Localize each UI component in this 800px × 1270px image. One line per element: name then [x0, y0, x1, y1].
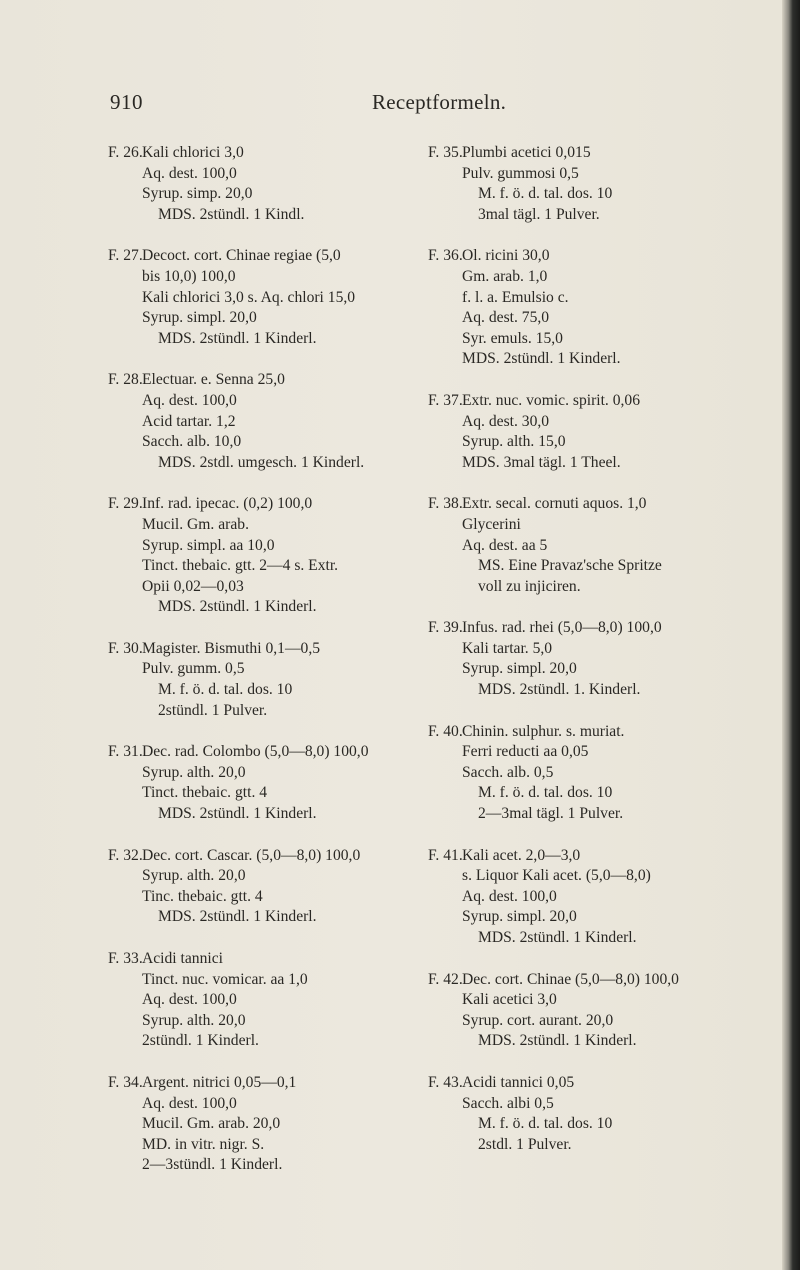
recipe-block [428, 618, 748, 700]
recipe-line: M. f. ö. d. tal. dos. 10 [478, 1115, 613, 1133]
recipe-line: Acid tartar. 1,2 [142, 412, 236, 430]
recipe-line: 3mal tägl. 1 Pulver. [478, 205, 600, 223]
recipe-line: MDS. 2stündl. 1 Kindl. [158, 205, 305, 223]
recipe-line: 2—3mal tägl. 1 Pulver. [478, 805, 624, 823]
recipe-line: Acidi tannici 0,05 [462, 1073, 575, 1091]
recipe-line: f. l. a. Emulsio c. [462, 288, 569, 306]
recipe-line: MDS. 2stündl. 1 Kinderl. [462, 350, 621, 368]
recipe-block [108, 246, 408, 349]
recipe-line: Chinin. sulphur. s. muriat. [462, 722, 625, 740]
recipe-line: Infus. rad. rhei (5,0—8,0) 100,0 [462, 619, 662, 637]
recipe-line: Ol. ricini 30,0 [462, 247, 550, 265]
recipe-line: Inf. rad. ipecac. (0,2) 100,0 [142, 495, 313, 513]
recipe-line: M. f. ö. d. tal. dos. 10 [478, 185, 613, 203]
recipe-line: Kali acetici 3,0 [462, 991, 557, 1009]
recipe-line: Decoct. cort. Chinae regiae (5,0 [142, 247, 341, 265]
recipe-lines [462, 970, 748, 1052]
recipe-block [428, 846, 748, 949]
recipe-block [108, 1073, 408, 1176]
recipe-lines [462, 722, 748, 825]
left-column [108, 143, 408, 1197]
recipe-number: F. 39. [428, 619, 463, 637]
recipe-line: Gm. arab. 1,0 [462, 267, 548, 285]
recipe-line: Kali chlorici 3,0 s. Aq. chlori 15,0 [142, 288, 356, 306]
right-column [428, 143, 748, 1176]
recipe-line: Pulv. gumm. 0,5 [142, 660, 245, 678]
recipe-line: M. f. ö. d. tal. dos. 10 [478, 784, 613, 802]
recipe-line: MDS. 2stündl. 1. Kinderl. [478, 681, 641, 699]
recipe-line: Syrup. alth. 15,0 [462, 433, 566, 451]
recipe-line: Tinct. thebaic. gtt. 2—4 s. Extr. [142, 557, 339, 575]
recipe-block [428, 1073, 748, 1155]
recipe-line: MS. Eine Pravaz'sche Spritze [478, 557, 662, 575]
running-title: Receptformeln. [372, 90, 507, 114]
recipe-line: Kali chlorici 3,0 [142, 144, 244, 161]
recipe-line: Syrup. alth. 20,0 [142, 1011, 246, 1029]
recipe-lines [142, 742, 408, 824]
recipe-block [108, 494, 408, 618]
recipe-line: Tinct. thebaic. gtt. 4 [142, 784, 268, 802]
recipe-line: Aq. dest. 30,0 [462, 412, 550, 430]
recipe-line: Aq. dest. 100,0 [142, 991, 237, 1009]
page-header [0, 90, 782, 120]
recipe-line: Plumbi acetici 0,015 [462, 144, 591, 161]
recipe-number: F. 29. [108, 495, 143, 513]
recipe-lines [142, 949, 408, 1052]
recipe-line: 2stündl. 1 Kinderl. [142, 1032, 259, 1050]
recipe-line: Dec. cort. Cascar. (5,0—8,0) 100,0 [142, 846, 361, 864]
recipe-lines [142, 246, 408, 349]
recipe-line: Aq. dest. 100,0 [462, 887, 557, 905]
recipe-line: 2stdl. 1 Pulver. [478, 1135, 572, 1153]
recipe-line: Extr. nuc. vomic. spirit. 0,06 [462, 391, 641, 409]
recipe-line: Syrup. simpl. 20,0 [462, 908, 577, 926]
recipe-line: Argent. nitrici 0,05—0,1 [142, 1073, 297, 1091]
recipe-line: Sacch. alb. 10,0 [142, 433, 242, 451]
recipe-line: MDS. 2stündl. 1 Kinderl. [158, 329, 317, 347]
recipe-block [428, 970, 748, 1052]
recipe-line: Syrup. simp. 20,0 [142, 185, 253, 203]
recipe-block [428, 391, 748, 473]
recipe-line: Opii 0,02—0,03 [142, 577, 244, 595]
recipe-lines [142, 1073, 408, 1176]
recipe-line: Aq. dest. 100,0 [142, 164, 237, 182]
recipe-block [428, 246, 748, 370]
recipe-line: 2stündl. 1 Pulver. [158, 701, 268, 719]
recipe-number: F. 35. [428, 144, 463, 161]
recipe-number: F. 31. [108, 743, 143, 761]
recipe-block [108, 370, 408, 473]
recipe-line: Aq. dest. 100,0 [142, 1094, 237, 1112]
recipe-line: Extr. secal. cornuti aquos. 1,0 [462, 495, 647, 513]
recipe-line: Dec. cort. Chinae (5,0—8,0) 100,0 [462, 970, 679, 988]
recipe-lines [462, 494, 748, 597]
recipe-lines [142, 143, 408, 225]
recipe-line: MDS. 2stündl. 1 Kinderl. [478, 1032, 637, 1050]
recipe-lines [462, 391, 748, 473]
recipe-line: Mucil. Gm. arab. 20,0 [142, 1115, 281, 1133]
recipe-line: Acidi tannici [142, 950, 223, 967]
recipe-line: M. f. ö. d. tal. dos. 10 [158, 681, 293, 699]
recipe-lines [142, 494, 408, 618]
recipe-line: Ferri reducti aa 0,05 [462, 743, 589, 761]
recipe-number: F. 42. [428, 970, 463, 988]
recipe-line: Magister. Bismuthi 0,1—0,5 [142, 639, 321, 657]
recipe-line: MDS. 2stündl. 1 Kinderl. [158, 598, 317, 616]
recipe-line: MDS. 2stündl. 1 Kinderl. [158, 805, 317, 823]
recipe-lines [462, 1073, 748, 1155]
page-number: 910 [110, 90, 143, 114]
recipe-line: Syrup. alth. 20,0 [142, 763, 246, 781]
recipe-number: F. 26. [108, 144, 143, 161]
recipe-block [108, 949, 408, 1052]
recipe-line: Aq. dest. 75,0 [462, 309, 550, 327]
recipe-line: MDS. 2stdl. umgesch. 1 Kinderl. [158, 453, 365, 471]
recipe-line: Kali acet. 2,0—3,0 [462, 846, 581, 864]
recipe-line: Glycerini [462, 515, 521, 533]
recipe-line: Syrup. cort. aurant. 20,0 [462, 1011, 614, 1029]
recipe-lines [142, 846, 408, 928]
recipe-block [428, 494, 748, 597]
recipe-block [428, 143, 748, 225]
recipe-line: Aq. dest. aa 5 [462, 536, 548, 554]
recipe-line: Syrup. simpl. 20,0 [142, 309, 257, 327]
recipe-number: F. 43. [428, 1073, 463, 1091]
recipe-line: Syrup. alth. 20,0 [142, 867, 246, 885]
recipe-line: Sacch. albi 0,5 [462, 1094, 554, 1112]
recipe-lines [142, 639, 408, 721]
recipe-line: Pulv. gummosi 0,5 [462, 164, 579, 182]
recipe-line: voll zu injiciren. [478, 577, 581, 595]
recipe-line: MD. in vitr. nigr. S. [142, 1135, 265, 1153]
recipe-number: F. 41. [428, 846, 463, 864]
recipe-line: Sacch. alb. 0,5 [462, 763, 554, 781]
recipe-number: F. 30. [108, 639, 143, 657]
recipe-lines [142, 370, 408, 473]
recipe-line: Aq. dest. 100,0 [142, 391, 237, 409]
recipe-number: F. 34. [108, 1073, 143, 1091]
recipe-line: Mucil. Gm. arab. [142, 515, 249, 533]
recipe-lines [462, 143, 748, 225]
recipe-lines [462, 846, 748, 949]
recipe-block [428, 722, 748, 825]
recipe-line: MDS. 3mal tägl. 1 Theel. [462, 453, 621, 471]
recipe-line: Tinct. nuc. vomicar. aa 1,0 [142, 970, 308, 988]
recipe-line: MDS. 2stündl. 1 Kinderl. [478, 929, 637, 946]
recipe-line: Kali tartar. 5,0 [462, 639, 553, 657]
recipe-lines [462, 246, 748, 370]
recipe-line: Electuar. e. Senna 25,0 [142, 371, 285, 389]
recipe-number: F. 27. [108, 247, 143, 265]
recipe-number: F. 40. [428, 722, 463, 740]
recipe-block [108, 846, 408, 928]
recipe-line: Dec. rad. Colombo (5,0—8,0) 100,0 [142, 743, 369, 761]
recipe-block [108, 639, 408, 721]
recipe-line: 2—3stündl. 1 Kinderl. [142, 1156, 283, 1174]
recipe-number: F. 33. [108, 950, 143, 967]
recipe-line: bis 10,0) 100,0 [142, 267, 236, 285]
recipe-number: F. 38. [428, 495, 463, 513]
recipe-line: Syr. emuls. 15,0 [462, 329, 563, 347]
recipe-line: Syrup. simpl. aa 10,0 [142, 536, 275, 554]
recipe-lines [462, 618, 748, 700]
recipe-number: F. 28. [108, 371, 143, 389]
recipe-block [108, 143, 408, 225]
recipe-line: Tinc. thebaic. gtt. 4 [142, 887, 263, 905]
recipe-number: F. 32. [108, 846, 143, 864]
recipe-line: s. Liquor Kali acet. (5,0—8,0) [462, 867, 651, 885]
book-binding-edge [782, 0, 800, 1270]
recipe-number: F. 37. [428, 391, 463, 409]
recipe-block [108, 742, 408, 824]
recipe-number: F. 36. [428, 247, 463, 265]
recipe-line: MDS. 2stündl. 1 Kinderl. [158, 908, 317, 926]
recipe-line: Syrup. simpl. 20,0 [462, 660, 577, 678]
